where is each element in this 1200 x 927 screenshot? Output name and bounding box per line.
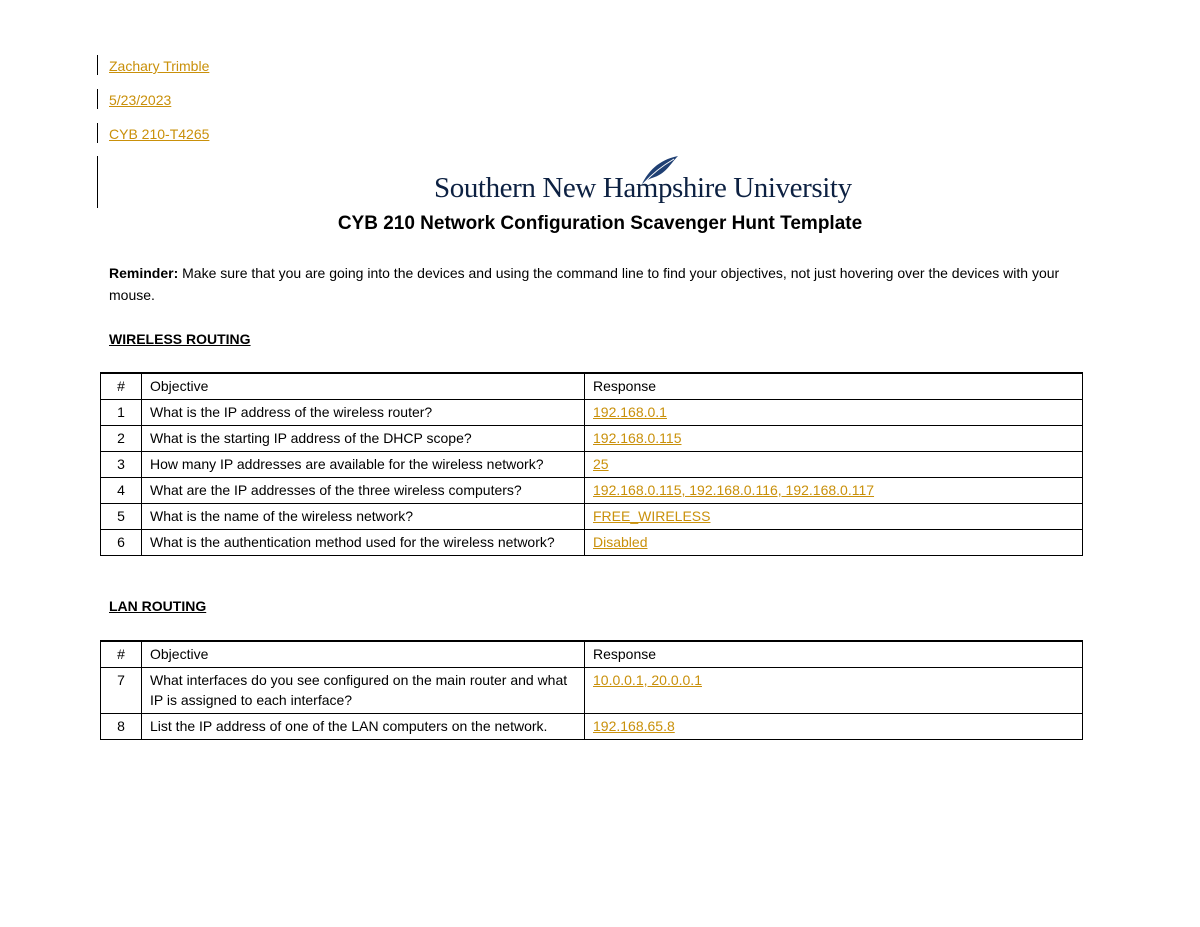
lan-section-heading: LAN ROUTING (109, 598, 207, 614)
objective-cell: How many IP addresses are available for the wireless network? (142, 452, 585, 478)
response-value: 25 (593, 456, 609, 472)
row-number: 6 (101, 530, 142, 556)
revision-bar (97, 123, 98, 143)
table-row (101, 400, 1083, 426)
table-row (101, 452, 1083, 478)
column-header: Objective (142, 373, 585, 400)
student-name: Zachary Trimble (109, 58, 210, 74)
reminder-paragraph (109, 262, 1089, 306)
column-header: # (101, 373, 142, 400)
row-number: 7 (101, 668, 142, 714)
row-number: 1 (101, 400, 142, 426)
table-row (101, 504, 1083, 530)
row-number: 3 (101, 452, 142, 478)
wireless-section-heading: WIRELESS ROUTING (109, 331, 251, 347)
response-value: 192.168.65.8 (593, 718, 675, 734)
column-header: Objective (142, 641, 585, 668)
objective-cell: What is the starting IP address of the DHCP scope? (142, 426, 585, 452)
table-row (101, 426, 1083, 452)
reminder-text: Make sure that you are going into the devices and using the command line to find your objectives, not just hovering over the devices with your mouse. (109, 265, 1060, 303)
objective-cell: What is the name of the wireless network? (142, 504, 585, 530)
objective-cell: What is the authentication method used for the wireless network? (142, 530, 585, 556)
objective-cell: What are the IP addresses of the three wireless computers? (142, 478, 585, 504)
table-row (101, 530, 1083, 556)
page-title: CYB 210 Network Configuration Scavenger Hunt Template (337, 213, 863, 234)
table-header-row (101, 641, 1083, 668)
response-value: 192.168.0.1 (593, 404, 667, 420)
table-row (101, 714, 1083, 740)
table-row (101, 478, 1083, 504)
document-date: 5/23/2023 (109, 92, 172, 108)
response-value: 10.0.0.1, 20.0.0.1 (593, 672, 702, 688)
course-code: CYB 210-T4265 (109, 126, 210, 142)
objective-cell: What is the IP address of the wireless router? (142, 400, 585, 426)
column-header: Response (585, 641, 1083, 668)
university-logo (434, 154, 852, 210)
objective-cell: What interfaces do you see configured on the main router and what IP is assigned to each interface? (142, 668, 585, 714)
wireless-table (100, 372, 1083, 556)
row-number: 2 (101, 426, 142, 452)
quill-leaf-icon (640, 154, 680, 186)
university-logo-text: Southern New Hampshire University (434, 172, 852, 204)
row-number: 4 (101, 478, 142, 504)
column-header: # (101, 641, 142, 668)
column-header: Response (585, 373, 1083, 400)
reminder-label: Reminder: (109, 265, 179, 281)
response-value: 192.168.0.115, 192.168.0.116, 192.168.0.117 (593, 482, 875, 498)
lan-table (100, 640, 1083, 740)
objective-cell: List the IP address of one of the LAN computers on the network. (142, 714, 585, 740)
response-value: Disabled (593, 534, 648, 550)
row-number: 8 (101, 714, 142, 740)
revision-bar (97, 55, 98, 75)
response-value: 192.168.0.115 (593, 430, 682, 446)
revision-bar (97, 156, 98, 208)
table-header-row (101, 373, 1083, 400)
response-value: FREE_WIRELESS (593, 508, 711, 524)
row-number: 5 (101, 504, 142, 530)
table-row (101, 668, 1083, 714)
revision-bar (97, 89, 98, 109)
